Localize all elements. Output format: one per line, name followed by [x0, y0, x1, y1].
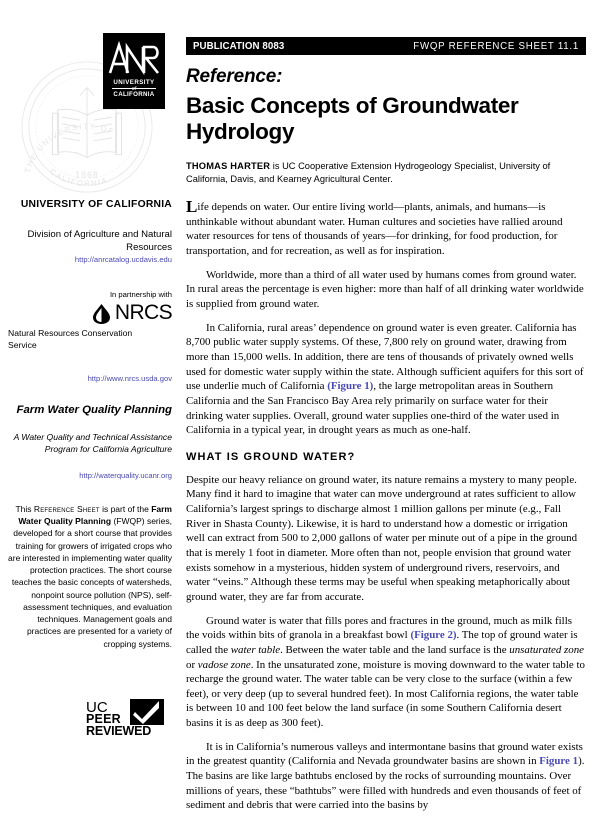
section-heading: WHAT IS GROUND WATER? — [186, 450, 356, 463]
anr-logo-university-text — [103, 80, 165, 99]
title-kicker: Reference: — [186, 66, 283, 87]
anr-logo-california: CALIFORNIA — [113, 91, 155, 99]
paragraph-text: Worldwide, more than a third of all water used by humans comes from ground water. In rural areas the percentage is even higher: more than half of all drinking water worldwide is supplied from ground water. — [186, 268, 584, 310]
sidebar-about-paragraph — [8, 503, 172, 650]
author-affiliation: is UC Cooperative Extension Hydrogeology Specialist, University of California, Davis, and Kearney Agricultural Center. — [186, 161, 551, 185]
svg-text:1868: 1868 — [75, 170, 99, 181]
svg-text:CALIFORNIA: CALIFORNIA — [48, 167, 110, 189]
paragraph-text: ife depends on water. Our entire living world—plants, animals, and humans—is unthinkable without abundant water. Human cultures and societies have rallied around water resources for tens of thousands of years—for drinking, for food production, for transportation, and for recreation, as well as for inspiration. — [186, 201, 563, 257]
author-name: THOMAS HARTER — [186, 161, 271, 171]
publication-header-bar — [186, 37, 586, 55]
anr-monogram-icon — [103, 35, 165, 79]
paragraph-despite — [186, 473, 586, 605]
page-title: Basic Concepts of Groundwater Hydrology — [186, 93, 519, 145]
paragraph-california — [186, 321, 586, 438]
about-part3: (FWQP) series, developed for a short course that provides training for growers of irrigated crops who are interested in implementing water quality protection practices. The short course teaches the basic concepts of watersheds, nonpoint source pollution (NPS), self-assessment techniques, and evaluation techniques. Management goals and practices are presented for a variety of cropping systems. — [8, 516, 172, 649]
sidebar-nrcs-link[interactable]: http://www.nrcs.usda.gov — [87, 374, 172, 383]
about-smallcaps: Reference Sheet — [33, 504, 100, 514]
paragraph-text-before: In California, rural areas’ dependence on ground water is even greater. California has 8,700 public water supply systems. Of these, 7,800 rely on ground water, drawing from more than 15,000 wells. In addition, there are tens of thousands of privately owned wells used for domestic water supply within the state. Although sufficient aquifers for this sort of use underlie much of California — [186, 321, 584, 393]
sidebar-division: Division of Agriculture and Natural Resources — [27, 229, 172, 253]
svg-text:THE UNIVERSITY OF: THE UNIVERSITY OF — [22, 121, 117, 175]
nrcs-expansion — [8, 327, 172, 351]
sidebar-waterquality-link[interactable]: http://waterquality.ucanr.org — [79, 471, 172, 480]
paragraph-basins — [186, 740, 586, 813]
sidebar-university-name: UNIVERSITY OF CALIFORNIA — [20, 199, 172, 210]
sidebar-program-title: Farm Water Quality Planning — [16, 404, 172, 416]
sheet-reference: FWQP REFERENCE SHEET 11.1 — [413, 40, 579, 52]
figure-2-xref-link[interactable]: (Figure 2) — [410, 629, 457, 642]
author-byline — [186, 160, 586, 186]
paragraph-life-depends — [186, 196, 586, 259]
about-part2: is part of the — [99, 504, 152, 514]
paragraph-text-mid2: . Between the water table and the land surface is the — [280, 643, 510, 656]
checkmark-icon — [130, 699, 164, 725]
term-unsaturated-zone: unsaturated zone — [509, 643, 585, 656]
paragraph-worldwide — [186, 268, 586, 312]
term-vadose-zone: vadose zone — [197, 658, 251, 671]
anr-logo-of: of — [131, 85, 137, 92]
nrcs-wordmark-group — [92, 303, 172, 326]
paragraph-text: Despite our heavy reliance on ground water, its nature remains a mystery to many people. Many find it hard to imagine that water can move underground at rates sufficient to allow California’s largest springs to discharge almost 1 million gallons per minute (e.g., Fall River in Shasta County). Likewise, it is hard to understand how a domestic or irrigation well can extract from 500 to 2,000 gallons of water per minute out of a pipe in the ground that is merely 1 foot in diameter. More often than not, people envision that ground water exists somehow in a mysterious, hidden system of underground rivers, reservoirs, and water “veins.” Although these terms may be useful when speaking metaphorically about ground water, they are far from accurate. — [186, 473, 578, 603]
paragraph-text-before: Ground water is water that fills pores and fractures in the ground, much as milk fills the voids within bits of granola in a breakfast bowl — [186, 614, 572, 642]
sidebar — [0, 0, 180, 792]
paragraph-text-after: , the large metropolitan areas in Southern California and the San Francisco Bay Area rely primarily on surface water for their drinking water supplies. Overall, ground water supplies one-third of the water used in California in a typical year, in drought years as much as one-half. — [186, 380, 560, 437]
paragraph-text-before: It is in California’s numerous valleys and intermontane basins that ground water exists in the greatest quantity (California and Nevada groundwater basins are shown in — [186, 740, 583, 768]
anr-logo — [103, 33, 165, 109]
water-drop-leaf-icon — [92, 303, 111, 325]
paragraph-text-after: ). The basins are like large bathtubs enclosed by the rocks of surrounding mountains. Over millions of years, these “bathtubs” were filled with hundreds and even thousands of feet of sediment and debris that were carried into the basins by — [186, 755, 585, 812]
peer-reviewed-line-uc: UC — [86, 699, 108, 716]
paragraph-text-mid3: or — [186, 658, 198, 671]
nrcs-logo — [8, 303, 172, 327]
peer-reviewed-line-peer: PEER — [86, 712, 121, 726]
figure-1-xref-link[interactable]: (Figure 1) — [327, 380, 374, 393]
sidebar-partnership-label: In partnership with — [109, 290, 172, 299]
paragraph-text-after: . In the unsaturated zone, moisture is moving downward to the water table to recharge the ground water. The water table can be very close to the surface (within a few feet), or very deep (up to several hundred feet). In most California regions, the water table is between 10 and 100 feet below the land surface (in some Southern California desert basins it is as deep as 300 feet). — [186, 658, 585, 730]
about-part1: This — [15, 504, 34, 514]
anr-logo-university: UNIVERSITY — [113, 79, 155, 86]
nrcs-expansion-text: Natural Resources Conservation Service — [8, 328, 133, 351]
paragraph-groundwater-definition — [186, 614, 586, 731]
peer-reviewed-line-reviewed: REVIEWED — [86, 724, 152, 738]
sidebar-program-subtitle: A Water Quality and Technical Assistance Program for California Agriculture — [13, 432, 172, 454]
main-content — [186, 0, 586, 812]
body-copy — [186, 196, 586, 822]
dropcap-letter: L — [186, 197, 198, 216]
paragraph-text-mid1: . The top of ground water is called the — [186, 629, 578, 656]
about-bold: Farm Water Quality Planning — [18, 504, 172, 527]
sidebar-anr-catalog-link[interactable]: http://anrcatalog.ucdavis.edu — [74, 255, 172, 264]
term-water-table: water table — [230, 643, 281, 656]
nrcs-wordmark-text: NRCS — [114, 301, 172, 324]
figure-1-xref-link-2[interactable]: Figure 1 — [539, 755, 579, 768]
publication-number: PUBLICATION 8083 — [193, 40, 285, 52]
uc-peer-reviewed-badge — [86, 700, 172, 742]
